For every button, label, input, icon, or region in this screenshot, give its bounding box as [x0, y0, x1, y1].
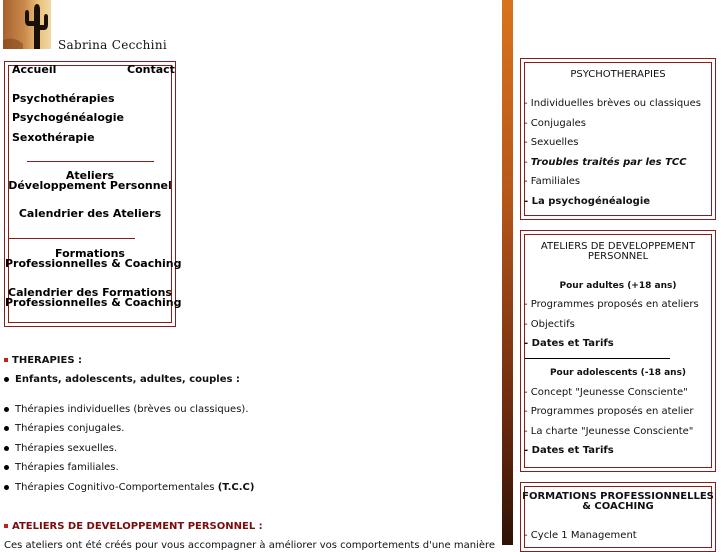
nav-sexotherapie-link[interactable]: Sexothérapie [12, 131, 95, 144]
sidebar-ateliers-title-line1: ATELIERS DE DEVELOPPEMENT [540, 241, 696, 252]
sidebar-link-dates-adultes[interactable] [524, 338, 614, 349]
sidebar-link-objectifs[interactable]: - Objectifs [524, 319, 575, 330]
bullet-icon [4, 426, 9, 431]
therapies-heading [4, 355, 82, 366]
ateliers-heading-text: ATELIERS DE DEVELOPPEMENT PERSONNEL : [12, 521, 263, 532]
sidebar-ados-label: Pour adolescents (-18 ans) [549, 368, 687, 378]
sidebar-formations-title-line2: & COACHING [582, 501, 654, 512]
square-bullet-icon [4, 358, 8, 362]
tcc-suffix: (T.C.C) [217, 482, 255, 493]
sidebar-link-sexuelles[interactable]: - Sexuelles [524, 137, 579, 148]
list-item-text: Thérapies sexuelles. [15, 443, 118, 454]
therapies-heading-text: THERAPIES : [12, 355, 83, 366]
bullet-icon [4, 485, 9, 490]
nav-ateliers-link[interactable] [5, 171, 175, 191]
bullet-icon [4, 377, 9, 382]
sidebar-link-dates-ados-text: Dates et Tarifs [531, 445, 614, 456]
list-item [4, 423, 124, 434]
sidebar-ateliers-title-line2: PERSONNEL [587, 251, 649, 262]
sidebar-ateliers-title [521, 242, 715, 262]
cactus-logo-icon [3, 0, 51, 49]
square-bullet-icon [4, 524, 8, 528]
list-item-text: Thérapies familiales. [15, 462, 119, 473]
sidebar-formations-title-line1: FORMATIONS PROFESSIONNELLES [522, 491, 714, 502]
nav-formations-line1: Formations [55, 247, 125, 260]
nav-calendrier-ateliers-link[interactable]: Calendrier des Ateliers [18, 207, 162, 220]
sidebar-psychotherapies-title: PSYCHOTHERAPIES [570, 69, 666, 80]
list-item-text: Thérapies conjugales. [15, 423, 125, 434]
sidebar-link-familiales[interactable]: - Familiales [524, 176, 581, 187]
sidebar-link-dates-ados[interactable] [524, 445, 614, 456]
decorative-gradient-bar [502, 0, 513, 545]
sidebar-divider [525, 358, 670, 359]
dash: - [524, 445, 529, 456]
sidebar-link-tcc[interactable] [524, 157, 687, 168]
sidebar-adultes-label: Pour adultes (+18 ans) [559, 281, 677, 291]
nav-accueil-link[interactable]: Accueil [12, 63, 57, 76]
dash: - [524, 196, 529, 207]
nav-ateliers-line2: Développement Personnel [8, 179, 172, 192]
sidebar-psychotherapies [520, 58, 716, 220]
site-logo[interactable] [3, 0, 51, 49]
sidebar-link-dates-adultes-text: Dates et Tarifs [531, 338, 614, 349]
list-item [4, 404, 249, 415]
nav-contact-link[interactable]: Contact [127, 63, 175, 76]
audience-line [4, 374, 240, 385]
bullet-icon [4, 446, 9, 451]
nav-calendrier-formations-line1: Calendrier des Formations [8, 286, 172, 299]
sidebar-link-programmes-ados[interactable]: - Programmes proposés en atelier [524, 406, 694, 417]
nav-formations-line2: Professionnelles & Coaching [5, 257, 182, 270]
site-name: Sabrina Cecchini [58, 38, 167, 52]
ateliers-heading [4, 521, 263, 532]
dash: - [524, 157, 528, 168]
sidebar-link-psychogenealogie[interactable] [524, 196, 650, 207]
nav-psychotherapies-link[interactable]: Psychothérapies [12, 92, 115, 105]
nav-ateliers-line1: Ateliers [65, 169, 115, 182]
bullet-icon [4, 465, 9, 470]
nav-calendrier-formations-line2: Professionnelles & Coaching [5, 296, 182, 309]
list-item-text: Thérapies individuelles (brèves ou classiques). [15, 404, 249, 415]
nav-formations-link[interactable] [5, 247, 182, 270]
dash: - [524, 338, 529, 349]
sidebar-link-tcc-text: Troubles traités par les TCC [530, 157, 687, 168]
sidebar-link-psychogenealogie-text: La psychogénéalogie [531, 196, 651, 207]
sidebar-link-concept[interactable]: - Concept "Jeunesse Consciente" [524, 387, 688, 398]
sidebar-formations [520, 482, 716, 552]
nav-psychogenealogie-link[interactable]: Psychogénéalogie [12, 111, 124, 124]
list-item-text: Thérapies Cognitivo-Comportementales [15, 482, 215, 493]
list-item [4, 462, 119, 473]
list-item [4, 482, 254, 493]
audience-text: Enfants, adolescents, adultes, couples : [15, 374, 240, 385]
bullet-icon [4, 407, 9, 412]
sidebar-link-conjugales[interactable]: - Conjugales [524, 118, 586, 129]
nav-calendrier-formations-link[interactable] [5, 286, 182, 309]
ateliers-intro: Ces ateliers ont été créés pour vous accompagner à améliorer vos comportements d'une manière [4, 540, 496, 551]
sidebar-formations-title [521, 492, 715, 512]
sidebar-link-programmes-adultes[interactable]: - Programmes proposés en ateliers [524, 299, 699, 310]
list-item [4, 443, 117, 454]
sidebar-link-cycle1[interactable]: - Cycle 1 Management [524, 530, 637, 541]
left-navigation [4, 61, 182, 327]
sidebar-link-individuelles[interactable]: - Individuelles brèves ou classiques [524, 98, 701, 109]
sidebar-ateliers [520, 230, 716, 472]
nav-divider [9, 238, 135, 239]
sidebar-link-charte[interactable]: - La charte "Jeunesse Consciente" [524, 426, 694, 437]
nav-divider [27, 161, 154, 162]
